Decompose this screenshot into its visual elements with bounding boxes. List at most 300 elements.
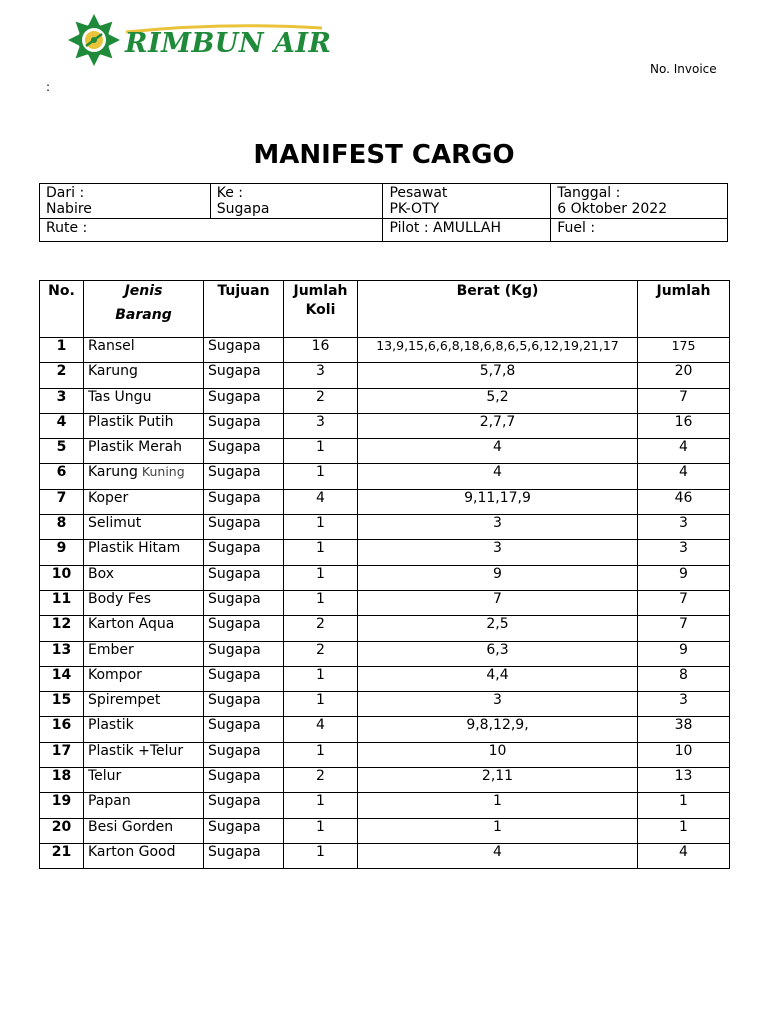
- cell-jenis: [84, 590, 204, 615]
- cell-berat: [358, 439, 638, 464]
- cell-jumlah: [638, 692, 730, 717]
- cell-berat-text: 5,7,8: [479, 363, 516, 380]
- cell-jenis: [84, 843, 204, 868]
- brand-name: RIMBUN AIR: [125, 28, 332, 59]
- cell-jumlah-text: 3: [679, 515, 688, 532]
- cell-tujuan-text: Sugapa: [208, 413, 261, 430]
- cell-koli-text: 3: [316, 413, 325, 430]
- table-row: [40, 793, 730, 818]
- table-row: [40, 565, 730, 590]
- cell-jumlah: [638, 515, 730, 540]
- cell-jumlah-text: 4: [679, 439, 688, 456]
- cell-berat-text: 4: [493, 464, 502, 481]
- table-row: [40, 742, 730, 767]
- cell-tujuan: [204, 768, 284, 793]
- cell-berat-text: 13,9,15,6,6,8,18,6,8,6,5,6,12,19,21,17: [376, 338, 619, 353]
- cell-tujuan: [204, 388, 284, 413]
- cell-jenis: [84, 692, 204, 717]
- cell-jumlah: [638, 641, 730, 666]
- flight-info-table: [39, 183, 728, 242]
- page-title: MANIFEST CARGO: [253, 140, 515, 170]
- cell-berat-text: 7: [493, 590, 502, 607]
- cell-jenis-text: Koper: [88, 489, 129, 506]
- cell-jumlah: [638, 590, 730, 615]
- cell-jenis-text: Telur: [88, 768, 122, 785]
- cell-jenis: [84, 439, 204, 464]
- cell-tujuan: [204, 818, 284, 843]
- cell-jenis-text: Kompor: [88, 666, 142, 683]
- table-row: [40, 590, 730, 615]
- cell-jumlah: [638, 464, 730, 489]
- cell-jumlah: [638, 742, 730, 767]
- cell-tujuan-text: Sugapa: [208, 565, 261, 582]
- cell-jumlah-text: 8: [679, 666, 688, 683]
- cell-no: [40, 641, 84, 666]
- cell-koli-text: 1: [316, 666, 325, 683]
- cell-berat: [358, 818, 638, 843]
- cell-koli: [284, 439, 358, 464]
- cell-berat: [358, 692, 638, 717]
- cell-jumlah: [638, 666, 730, 691]
- cell-tujuan-text: Sugapa: [208, 818, 261, 835]
- cell-koli: [284, 641, 358, 666]
- cell-jumlah: [638, 793, 730, 818]
- cell-koli-text: 4: [316, 489, 325, 506]
- cell-berat-text: 6,3: [486, 641, 509, 658]
- cell-tujuan: [204, 565, 284, 590]
- cell-jumlah-text: 16: [674, 413, 693, 430]
- cell-koli-text: 2: [316, 388, 325, 405]
- cell-jenis: [84, 338, 204, 363]
- cell-jenis-text: Plastik +Telur: [88, 742, 184, 759]
- cell-jenis-text: Ember: [88, 641, 134, 658]
- cell-no: [40, 742, 84, 767]
- cell-berat: [358, 641, 638, 666]
- cell-berat: [358, 717, 638, 742]
- cell-koli-text: 2: [316, 616, 325, 633]
- table-row: [40, 363, 730, 388]
- cell-berat: [358, 768, 638, 793]
- cell-jenis-text: Besi Gorden: [88, 818, 174, 835]
- cell-berat: [358, 843, 638, 868]
- cell-berat: [358, 793, 638, 818]
- header-koli-line2: Koli: [305, 302, 336, 318]
- ke-label: Ke :: [216, 185, 243, 201]
- cell-jumlah: [638, 616, 730, 641]
- cell-jumlah-text: 7: [679, 590, 688, 607]
- cell-koli: [284, 843, 358, 868]
- cell-koli-text: 1: [316, 692, 325, 709]
- cell-no: [40, 818, 84, 843]
- cell-jenis: [84, 489, 204, 514]
- table-row: [40, 464, 730, 489]
- pilot-cell: Pilot : AMULLAH: [383, 219, 551, 242]
- header-berat: Berat (Kg): [358, 281, 638, 338]
- cell-tujuan: [204, 338, 284, 363]
- cell-jumlah-text: 1: [679, 793, 688, 810]
- cell-jenis-text: Karung: [88, 464, 138, 481]
- cell-berat: [358, 413, 638, 438]
- cell-no: [40, 717, 84, 742]
- cell-berat-text: 9,8,12,9,: [466, 717, 529, 734]
- cell-koli: [284, 616, 358, 641]
- cell-no: [40, 565, 84, 590]
- cell-jumlah: [638, 338, 730, 363]
- cell-jumlah: [638, 489, 730, 514]
- logo-emblem-icon: [66, 12, 122, 68]
- cell-jenis: [84, 818, 204, 843]
- cell-koli: [284, 565, 358, 590]
- ke-cell: [210, 184, 383, 219]
- cell-tujuan: [204, 692, 284, 717]
- cell-jenis-text: Ransel: [88, 338, 135, 354]
- cell-tujuan-text: Sugapa: [208, 717, 261, 734]
- cell-no: [40, 489, 84, 514]
- cell-jumlah-text: 46: [674, 489, 693, 506]
- cell-koli: [284, 388, 358, 413]
- cell-tujuan-text: Sugapa: [208, 515, 261, 532]
- cell-berat: [358, 363, 638, 388]
- cell-koli-text: 1: [316, 742, 325, 759]
- cell-tujuan: [204, 616, 284, 641]
- cell-koli-text: 4: [316, 717, 325, 734]
- cell-no-text: 8: [56, 515, 67, 532]
- cell-jumlah: [638, 768, 730, 793]
- cell-jumlah: [638, 843, 730, 868]
- dari-cell: [40, 184, 211, 219]
- cell-koli-text: 1: [316, 818, 325, 835]
- cell-no-text: 15: [51, 692, 72, 709]
- cell-berat-text: 2,11: [481, 768, 514, 785]
- cell-koli: [284, 666, 358, 691]
- cell-jenis-text: Spirempet: [88, 692, 161, 709]
- cell-tujuan: [204, 843, 284, 868]
- table-row: [40, 641, 730, 666]
- cell-jumlah: [638, 565, 730, 590]
- cell-no: [40, 666, 84, 691]
- cell-jenis-text: Plastik Merah: [88, 439, 183, 456]
- cell-koli-text: 16: [311, 338, 330, 354]
- tanggal-cell: [551, 184, 728, 219]
- cell-tujuan-text: Sugapa: [208, 489, 261, 506]
- cell-jenis: [84, 565, 204, 590]
- cell-koli: [284, 768, 358, 793]
- cell-no-text: 18: [51, 768, 72, 785]
- cell-jumlah: [638, 413, 730, 438]
- header-jenis-barang: [84, 281, 204, 338]
- table-row: [40, 515, 730, 540]
- cell-tujuan-text: Sugapa: [208, 666, 261, 683]
- cell-tujuan: [204, 439, 284, 464]
- cell-tujuan: [204, 540, 284, 565]
- cell-jumlah-text: 175: [671, 338, 696, 353]
- table-row: [40, 666, 730, 691]
- table-row: [40, 413, 730, 438]
- cell-no-text: 7: [56, 489, 67, 506]
- cell-no: [40, 363, 84, 388]
- cell-jenis: [84, 768, 204, 793]
- header-tujuan: Tujuan: [204, 281, 284, 338]
- cell-no-text: 13: [51, 641, 72, 658]
- header-jenis-line1: Jenis: [124, 283, 163, 299]
- cell-jumlah-text: 7: [679, 388, 688, 405]
- cell-koli: [284, 413, 358, 438]
- cell-no-text: 6: [56, 464, 67, 481]
- cell-jenis-text: Box: [88, 565, 115, 582]
- cell-koli: [284, 489, 358, 514]
- cell-jenis-text: Plastik Putih: [88, 413, 174, 430]
- cell-no-text: 4: [56, 413, 67, 430]
- table-row: [40, 489, 730, 514]
- cell-tujuan-text: Sugapa: [208, 742, 261, 759]
- table-row: [40, 540, 730, 565]
- pesawat-cell: [383, 184, 551, 219]
- cell-no-text: 12: [51, 616, 72, 633]
- cell-jumlah-text: 3: [679, 540, 688, 557]
- cell-jumlah: [638, 363, 730, 388]
- cell-jumlah-text: 13: [674, 768, 693, 785]
- table-row: [40, 388, 730, 413]
- pesawat-value: PK-OTY: [389, 201, 440, 217]
- cell-tujuan: [204, 793, 284, 818]
- table-row: [40, 717, 730, 742]
- cell-no: [40, 515, 84, 540]
- cell-tujuan: [204, 413, 284, 438]
- cell-berat-text: 9: [493, 565, 502, 582]
- cell-koli: [284, 515, 358, 540]
- cell-tujuan-text: Sugapa: [208, 768, 261, 785]
- cell-jumlah-text: 7: [679, 616, 688, 633]
- cell-jenis-text: Plastik Hitam: [88, 540, 181, 557]
- cell-tujuan: [204, 489, 284, 514]
- cell-koli-text: 1: [316, 464, 325, 481]
- header-koli-line1: Jumlah: [293, 283, 348, 299]
- cell-jumlah: [638, 388, 730, 413]
- dari-value: Nabire: [46, 201, 92, 217]
- cell-tujuan: [204, 717, 284, 742]
- cell-no-text: 9: [56, 540, 67, 557]
- cell-berat-text: 3: [493, 692, 502, 709]
- table-row: [40, 768, 730, 793]
- cell-no-text: 14: [51, 666, 72, 683]
- cell-jenis-text: Karung: [88, 363, 138, 380]
- cell-berat-text: 4,4: [486, 666, 509, 683]
- cell-berat-text: 2,5: [486, 616, 509, 633]
- cell-jenis-text: Plastik: [88, 717, 134, 734]
- cell-jenis: [84, 742, 204, 767]
- rute-cell: Rute :: [40, 219, 383, 242]
- cell-jenis-text: Tas Ungu: [88, 388, 152, 405]
- cell-no-text: 11: [51, 590, 72, 607]
- cell-no-text: 10: [51, 565, 72, 582]
- cell-koli: [284, 464, 358, 489]
- tanggal-label: Tanggal :: [557, 185, 621, 201]
- fuel-cell: Fuel :: [551, 219, 728, 242]
- cell-tujuan-text: Sugapa: [208, 843, 261, 860]
- cell-berat-text: 2,7,7: [479, 413, 516, 430]
- table-row: [40, 439, 730, 464]
- cell-jumlah: [638, 439, 730, 464]
- cell-jenis: [84, 464, 204, 489]
- cell-no-text: 3: [56, 388, 67, 405]
- cell-jumlah-text: 38: [674, 717, 693, 734]
- cell-no-text: 20: [51, 818, 72, 835]
- cargo-table: [39, 280, 730, 869]
- cell-no-text: 17: [51, 742, 72, 759]
- cell-tujuan-text: Sugapa: [208, 464, 261, 481]
- cell-tujuan-text: Sugapa: [208, 439, 261, 456]
- cell-koli-text: 2: [316, 641, 325, 658]
- cell-jumlah: [638, 540, 730, 565]
- cell-jumlah-text: 10: [674, 742, 693, 759]
- cell-no-text: 16: [51, 717, 72, 734]
- cell-no: [40, 768, 84, 793]
- cell-jenis-text: Karton Aqua: [88, 616, 175, 633]
- table-header-row: [40, 281, 730, 338]
- cell-jenis: [84, 717, 204, 742]
- cell-berat-text: 4: [493, 439, 502, 456]
- cell-tujuan-text: Sugapa: [208, 388, 261, 405]
- invoice-colon: :: [46, 80, 51, 94]
- cell-no: [40, 793, 84, 818]
- cell-tujuan: [204, 464, 284, 489]
- cell-berat: [358, 540, 638, 565]
- cell-tujuan-text: Sugapa: [208, 540, 261, 557]
- cell-koli: [284, 590, 358, 615]
- cell-berat: [358, 616, 638, 641]
- cell-tujuan-text: Sugapa: [208, 793, 261, 810]
- cell-koli-text: 1: [316, 565, 325, 582]
- cell-jumlah-text: 9: [679, 565, 688, 582]
- cell-no-text: 1: [56, 338, 67, 354]
- cell-jumlah-text: 9: [679, 641, 688, 658]
- cell-no-text: 5: [56, 439, 67, 456]
- cell-koli-text: 1: [316, 439, 325, 456]
- cell-koli-text: 1: [316, 843, 325, 860]
- cell-no: [40, 338, 84, 363]
- cell-berat-text: 1: [493, 818, 502, 835]
- cell-koli-text: 1: [316, 793, 325, 810]
- cell-koli-text: 1: [316, 590, 325, 607]
- cell-jumlah-text: 1: [679, 818, 688, 835]
- cell-jenis: [84, 413, 204, 438]
- cell-jenis: [84, 515, 204, 540]
- dari-label: Dari :: [46, 185, 85, 201]
- cell-no: [40, 692, 84, 717]
- cell-no: [40, 388, 84, 413]
- cell-tujuan-text: Sugapa: [208, 692, 261, 709]
- cell-berat-text: 5,2: [486, 388, 509, 405]
- cell-tujuan-text: Sugapa: [208, 363, 261, 380]
- cell-berat: [358, 590, 638, 615]
- ke-value: Sugapa: [216, 201, 270, 217]
- tanggal-value: 6 Oktober 2022: [557, 201, 668, 217]
- cell-jumlah-text: 4: [679, 843, 688, 860]
- cell-no: [40, 540, 84, 565]
- cell-jenis: [84, 616, 204, 641]
- cell-berat: [358, 565, 638, 590]
- cell-koli: [284, 717, 358, 742]
- cell-berat-text: 1: [493, 793, 502, 810]
- cell-no: [40, 413, 84, 438]
- cell-berat: [358, 338, 638, 363]
- cell-koli-text: 1: [316, 540, 325, 557]
- cell-koli-text: 3: [316, 363, 325, 380]
- cell-no-text: 19: [51, 793, 72, 810]
- cell-tujuan-text: Sugapa: [208, 616, 261, 633]
- cell-tujuan: [204, 363, 284, 388]
- header-jumlah-koli: [284, 281, 358, 338]
- cell-koli-text: 1: [316, 515, 325, 532]
- invoice-number-label: No. Invoice: [650, 62, 717, 76]
- cell-tujuan: [204, 590, 284, 615]
- cell-berat-text: 3: [493, 515, 502, 532]
- cell-tujuan: [204, 641, 284, 666]
- cell-no: [40, 616, 84, 641]
- cell-koli: [284, 540, 358, 565]
- cell-koli: [284, 793, 358, 818]
- cell-jenis: [84, 363, 204, 388]
- cell-berat-text: 3: [493, 540, 502, 557]
- cell-jenis-text: Papan: [88, 793, 131, 810]
- cell-tujuan: [204, 515, 284, 540]
- cell-berat: [358, 742, 638, 767]
- cell-jenis: [84, 641, 204, 666]
- cell-no-text: 21: [51, 843, 72, 860]
- cell-koli: [284, 692, 358, 717]
- cell-jumlah-text: 20: [674, 363, 693, 380]
- header-jumlah: Jumlah: [638, 281, 730, 338]
- cell-no: [40, 590, 84, 615]
- cell-no: [40, 843, 84, 868]
- cell-jenis-text: Karton Good: [88, 843, 176, 860]
- cell-berat: [358, 388, 638, 413]
- cell-koli: [284, 363, 358, 388]
- header-jenis-line2: Barang: [115, 307, 172, 323]
- cell-no: [40, 464, 84, 489]
- cell-jenis: [84, 540, 204, 565]
- cell-koli-text: 2: [316, 768, 325, 785]
- cell-no-text: 2: [56, 363, 67, 380]
- cell-tujuan-text: Sugapa: [208, 338, 261, 354]
- table-row: [40, 818, 730, 843]
- pesawat-label: Pesawat: [389, 185, 448, 201]
- cell-berat: [358, 464, 638, 489]
- cell-koli: [284, 818, 358, 843]
- cell-jenis-text: Body Fes: [88, 590, 151, 607]
- cell-berat: [358, 666, 638, 691]
- cell-jenis: [84, 793, 204, 818]
- cell-jumlah-text: 4: [679, 464, 688, 481]
- cell-jumlah: [638, 717, 730, 742]
- table-row: [40, 338, 730, 363]
- header-no: No.: [40, 281, 84, 338]
- cell-jenis-text: Selimut: [88, 515, 142, 532]
- cell-jenis-extra: Kuning: [141, 464, 185, 480]
- cell-jenis: [84, 388, 204, 413]
- cell-berat: [358, 515, 638, 540]
- cell-tujuan-text: Sugapa: [208, 590, 261, 607]
- cell-no: [40, 439, 84, 464]
- cell-berat-text: 9,11,17,9: [464, 489, 531, 506]
- cell-jenis: [84, 666, 204, 691]
- table-row: [40, 616, 730, 641]
- cell-jumlah: [638, 818, 730, 843]
- cell-berat-text: 4: [493, 843, 502, 860]
- cell-tujuan-text: Sugapa: [208, 641, 261, 658]
- cell-koli: [284, 338, 358, 363]
- cell-tujuan: [204, 742, 284, 767]
